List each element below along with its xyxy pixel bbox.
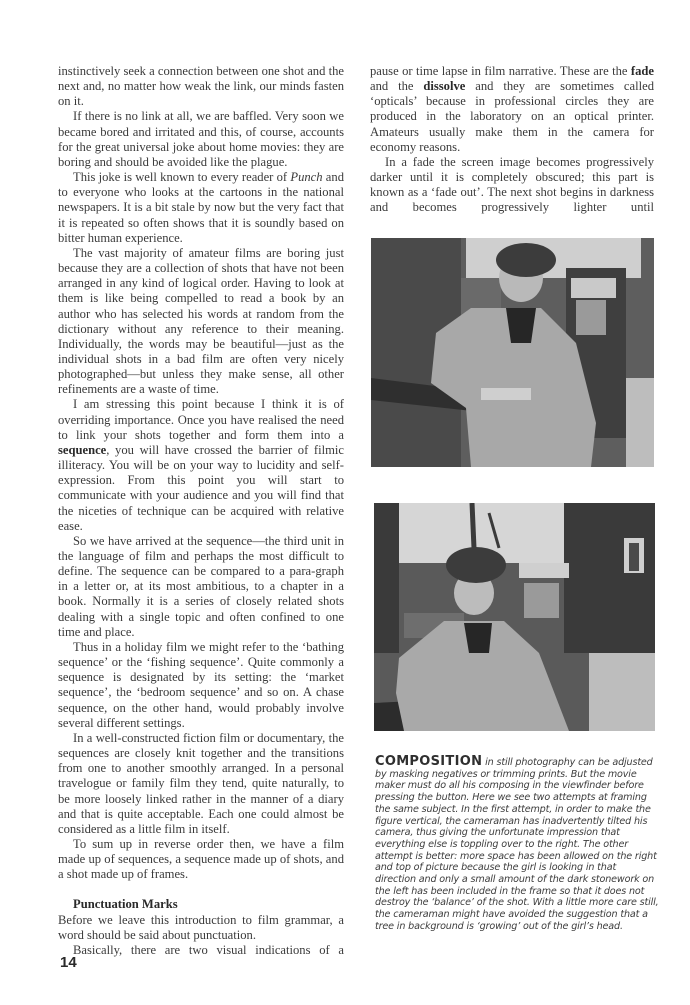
paragraph: In a well-constructed fiction film or documentary, the sequences are closely knit together and the transitions from one to another smoothly arranged. In a personal travelogue or family film they tend, quite naturally, to be more loosely linked rather in the manner of a diary and that is quite acceptable. Each one could almost be considered as a little film in itself. [58, 730, 344, 836]
paragraph: Basically, there are two visual indications of a [73, 942, 344, 957]
paragraph: Before we leave this introduction to film grammar, a word should be said about punctuation. [58, 912, 344, 942]
paragraph: Thus in a holiday film we might refer to the ‘bathing sequence’ or the ‘fishing sequence’. Quite commonly a sequence is designated by its setting: the ‘market sequence’, the ‘bedroom sequence’ and so on. A chase sequence, on the other hand, would probably involve several different settings. [58, 639, 344, 730]
term-dissolve: dissolve [423, 79, 466, 94]
publication-title: Punch [290, 170, 323, 185]
section-heading: Punctuation Marks [73, 897, 178, 912]
text-run: , you will have crossed the barrier of filmic illiteracy. You will be on your way to lucidity and self-expression. From this point you will start to communicate with your audience and you will find that the niceties of technique can be acquired with relative ease. [58, 442, 344, 533]
caption-text: in still photography can be adjusted by masking negatives or trimming prints. But the movie maker must do all his composing in the viewfinder before pressing the button. Here we see two attempts at framing the same subject. In the first attempt, in order to make the figure vertical, the cameraman has inadvertently tilted his camera, thus giving the unfortunate impression that everything else is toppling over to the right. The other attempt is better: more space has been allowed on the right and top of picture because the girl is looking in that direction and only a small amount of the dark stonework on the left has been included in the frame so that it does not destroy the ‘balance’ of the shot. With a little more care still, the cameraman might have avoided the suggestion that a tree in background is ‘growing’ out of the girl’s head. [375, 757, 659, 932]
text-run: and they are sometimes called ‘opticals’ because in professional circles they are produced in the laboratory on an optical printer. Amateurs usually make them in the camera for economy reasons. [370, 79, 654, 154]
paragraph: If there is no link at all, we are baffled. Very soon we became bored and irritated and this, of course, accounts for the great universal joke about home movies: they are boring and should be avoided like the plague. [58, 109, 344, 169]
paragraph: instinctively seek a connection between one shot and the next and, no matter how weak the link, our minds fasten on it. [58, 64, 344, 109]
paragraph [58, 397, 344, 533]
page-number: 14 [60, 954, 77, 971]
text-run: pause or time lapse in film narrative. These are the [370, 64, 631, 78]
photo-illustration [371, 238, 654, 467]
paragraph: The vast majority of amateur films are boring just because they are a collection of shots that have not been arranged in any kind of logical order. Having to look at them is like being compelled to read a book by an author who has selected his words at random from the dictionary without any reference to their meaning. Individually, the words may be beautiful—just as the individual shots in a bad film are often very nicely photographed—but unless they make sense, all other refinements are a waste of time. [58, 245, 344, 397]
paragraph [58, 170, 344, 246]
left-text-column [58, 64, 344, 958]
paragraph: So we have arrived at the sequence—the third unit in the language of film and perhaps the most difficult to define. The sequence can be compared to a para-graph in a letter or, at its most ambitious, to a chapter in a book. Normally it is a series of closely related shots dealing with a single topic and often confined to one time and place. [58, 533, 344, 639]
right-text-column [370, 64, 654, 216]
caption-lead: COMPOSITION [375, 754, 483, 769]
text-run: I am stressing this point because I think it is of overriding importance. Once you have realised the need to link your shots together and form them into a [58, 397, 344, 442]
spacer [58, 882, 344, 897]
paragraph [370, 64, 654, 155]
photo-improved-composition [374, 503, 655, 731]
paragraph: In a fade the screen image becomes progressively darker until it is completely obscured; this part is known as a ‘fade out’. The next shot begins in darkness and becomes progressively lighter until [370, 154, 654, 215]
photo-tilted-composition [371, 238, 654, 467]
text-run: and the [370, 79, 424, 94]
photo-illustration [374, 503, 655, 731]
text-run: and to everyone who looks at the cartoons in the national newspapers. It is a bit stale by now but the very fact that it is repeated so often shows that it is soundly based on bitter human experience. [58, 170, 344, 245]
term-sequence: sequence [58, 442, 107, 457]
text-run: This joke is well known to every reader of [73, 170, 291, 185]
paragraph: To sum up in reverse order then, we have a film made up of sequences, a sequence made up of shots, and a shot made up of frames. [58, 836, 344, 882]
photo-caption [375, 756, 659, 933]
term-fade: fade [630, 64, 654, 78]
